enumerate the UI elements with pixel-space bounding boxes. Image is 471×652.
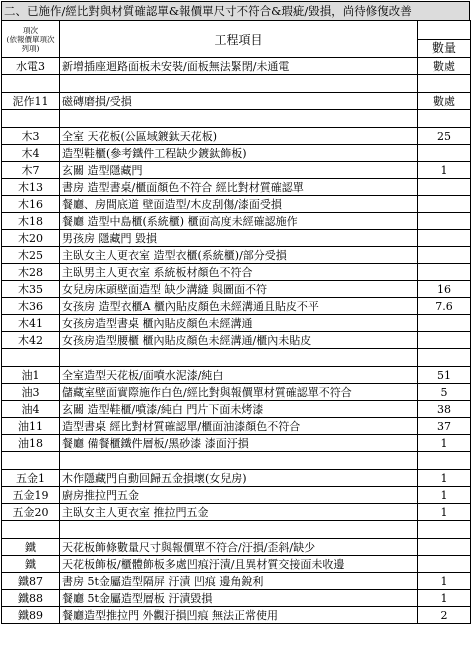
item-quantity: 1 [418,435,471,452]
spacer-row [2,452,471,470]
table-row [2,179,471,196]
table-row [2,435,471,452]
item-description: 女孩房造型腰櫃 櫃內貼皮顏色未經溝通/櫃內未貼皮 [60,332,418,349]
item-quantity [418,213,471,230]
defect-table [1,20,471,624]
spacer-cell [60,110,418,128]
item-code: 油4 [2,401,60,418]
item-description: 男孩房 隱藏門 毀損 [60,230,418,247]
spacer-cell [418,75,471,93]
item-quantity: 25 [418,128,471,145]
item-description: 餐廳造型推拉門 外觀汙損凹痕 無法正常使用 [60,607,418,624]
spacer-row [2,110,471,128]
table-row [2,230,471,247]
spacer-cell [60,452,418,470]
table-row [2,145,471,162]
table-row [2,539,471,556]
item-quantity [418,315,471,332]
item-quantity: 51 [418,367,471,384]
item-code: 泥作11 [2,93,60,110]
item-description: 女孩房 造型衣櫃A 櫃內貼皮顏色未經溝通且貼皮不平 [60,298,418,315]
item-quantity [418,332,471,349]
item-description: 儲藏室壁面實際施作白色/經比對與報價單材質確認單不符合 [60,384,418,401]
table-row [2,298,471,315]
item-code: 木7 [2,162,60,179]
table-body [2,58,471,624]
item-description: 餐廳、房間底道 壁面造型/木皮刮傷/漆面受損 [60,196,418,213]
spacer-cell [418,452,471,470]
spacer-cell [2,349,60,367]
table-row [2,487,471,504]
item-code: 五金19 [2,487,60,504]
item-code: 木20 [2,230,60,247]
item-quantity: 2 [418,607,471,624]
item-code: 水電3 [2,58,60,75]
item-description: 天花板飾條數量尺寸與報價單不符合/汙損/歪斜/缺少 [60,539,418,556]
item-description: 全室造型天花板/面噴水泥漆/純白 [60,367,418,384]
item-description: 主臥男主人更衣室 系統板材顏色不符合 [60,264,418,281]
spacer-cell [418,110,471,128]
item-description: 全室 天花板(公區域鍍鈦天花板) [60,128,418,145]
item-quantity: 16 [418,281,471,298]
spacer-row [2,521,471,539]
item-quantity [418,264,471,281]
item-description: 玄關 造型隱藏門 [60,162,418,179]
item-quantity [418,179,471,196]
item-description: 造型鞋櫃(參考鐵件工程缺少鍍鈦飾板) [60,145,418,162]
item-quantity: 1 [418,573,471,590]
item-quantity [418,230,471,247]
item-description: 天花板飾板/櫃體飾板多處凹痕汙漬/且異材質交接面未收邊 [60,556,418,573]
item-code: 木18 [2,213,60,230]
item-quantity: 7.6 [418,298,471,315]
qty-column-header [418,21,471,58]
item-code: 木4 [2,145,60,162]
table-row [2,418,471,435]
section-title: 二、已施作/經比對與材質確認單&報價單尺寸不符合&瑕疵/毀損，尚待修復改善 [1,1,470,21]
table-row [2,556,471,573]
item-code: 油3 [2,384,60,401]
spacer-cell [418,349,471,367]
item-quantity [418,556,471,573]
item-code: 五金1 [2,470,60,487]
item-quantity: 數處 [418,93,471,110]
table-row [2,128,471,145]
item-quantity [418,145,471,162]
spacer-cell [60,349,418,367]
item-code: 木28 [2,264,60,281]
spacer-cell [2,75,60,93]
item-code: 木25 [2,247,60,264]
item-quantity: 38 [418,401,471,418]
item-quantity [418,247,471,264]
item-description: 造型書桌 經比對材質確認單/櫃面油漆顏色不符合 [60,418,418,435]
table-row [2,607,471,624]
table-row [2,264,471,281]
item-code: 鐵 [2,556,60,573]
spacer-cell [2,110,60,128]
item-code: 油18 [2,435,60,452]
table-row [2,162,471,179]
item-description: 主臥女主人更衣室 造型衣櫃(系統櫃)/部分受損 [60,247,418,264]
item-description: 書房 造型書桌/櫃面顏色不符合 經比對材質確認單 [60,179,418,196]
item-quantity: 1 [418,590,471,607]
qty-header-label: 數量 [418,39,470,57]
table-row [2,196,471,213]
item-quantity: 1 [418,504,471,521]
item-quantity: 1 [418,470,471,487]
item-code: 鐵 [2,539,60,556]
item-code: 木41 [2,315,60,332]
table-row [2,93,471,110]
item-code: 木3 [2,128,60,145]
item-code: 油1 [2,367,60,384]
spacer-row [2,75,471,93]
spacer-cell [2,452,60,470]
table-header-row [2,21,471,58]
item-code: 油11 [2,418,60,435]
spacer-cell [60,521,418,539]
item-description: 餐廳 造型中島櫃(系統櫃) 櫃面高度未經確認施作 [60,213,418,230]
item-code: 木16 [2,196,60,213]
item-description: 餐廳 5t金屬造型層板 汙漬毀損 [60,590,418,607]
spacer-cell [418,521,471,539]
table-row [2,247,471,264]
item-code: 木35 [2,281,60,298]
code-column-header: 項次 (依報價單項次 列項) [2,21,60,58]
item-description: 玄關 造型鞋櫃/噴漆/純白 門片下面未烤漆 [60,401,418,418]
item-quantity [418,196,471,213]
item-quantity: 1 [418,487,471,504]
item-quantity: 37 [418,418,471,435]
project-column-header: 工程項目 [60,21,418,58]
spacer-cell [2,521,60,539]
table-row [2,213,471,230]
item-code: 鐵89 [2,607,60,624]
item-description: 磁磚磨損/受損 [60,93,418,110]
item-description: 餐廳 備餐櫃鐵件層板/黑砂漆 漆面汙損 [60,435,418,452]
table-row [2,504,471,521]
item-quantity [418,539,471,556]
table-row [2,384,471,401]
spacer-cell [60,75,418,93]
table-row [2,367,471,384]
item-code: 木13 [2,179,60,196]
item-description: 主臥女主人更衣室 推拉門五金 [60,504,418,521]
item-quantity: 數處 [418,58,471,75]
table-row [2,401,471,418]
table-row [2,281,471,298]
item-code: 鐵88 [2,590,60,607]
table-row [2,58,471,75]
item-description: 書房 5t金屬造型隔屏 汙漬 凹痕 邊角銳利 [60,573,418,590]
item-description: 女兒房床頭壁面造型 缺少溝縫 與圖面不符 [60,281,418,298]
table-row [2,573,471,590]
table-row [2,470,471,487]
table-row [2,315,471,332]
item-quantity: 5 [418,384,471,401]
item-description: 女孩房造型書桌 櫃內貼皮顏色未經溝通 [60,315,418,332]
item-code: 鐵87 [2,573,60,590]
spacer-row [2,349,471,367]
item-code: 五金20 [2,504,60,521]
item-quantity: 1 [418,162,471,179]
item-description: 木作隱藏門自動回歸五金損壞(女兒房) [60,470,418,487]
table-row [2,332,471,349]
item-description: 新增插座迴路面板未安裝/面板無法緊閉/未通電 [60,58,418,75]
item-code: 木42 [2,332,60,349]
item-code: 木36 [2,298,60,315]
table-row [2,590,471,607]
item-description: 廚房推拉門五金 [60,487,418,504]
